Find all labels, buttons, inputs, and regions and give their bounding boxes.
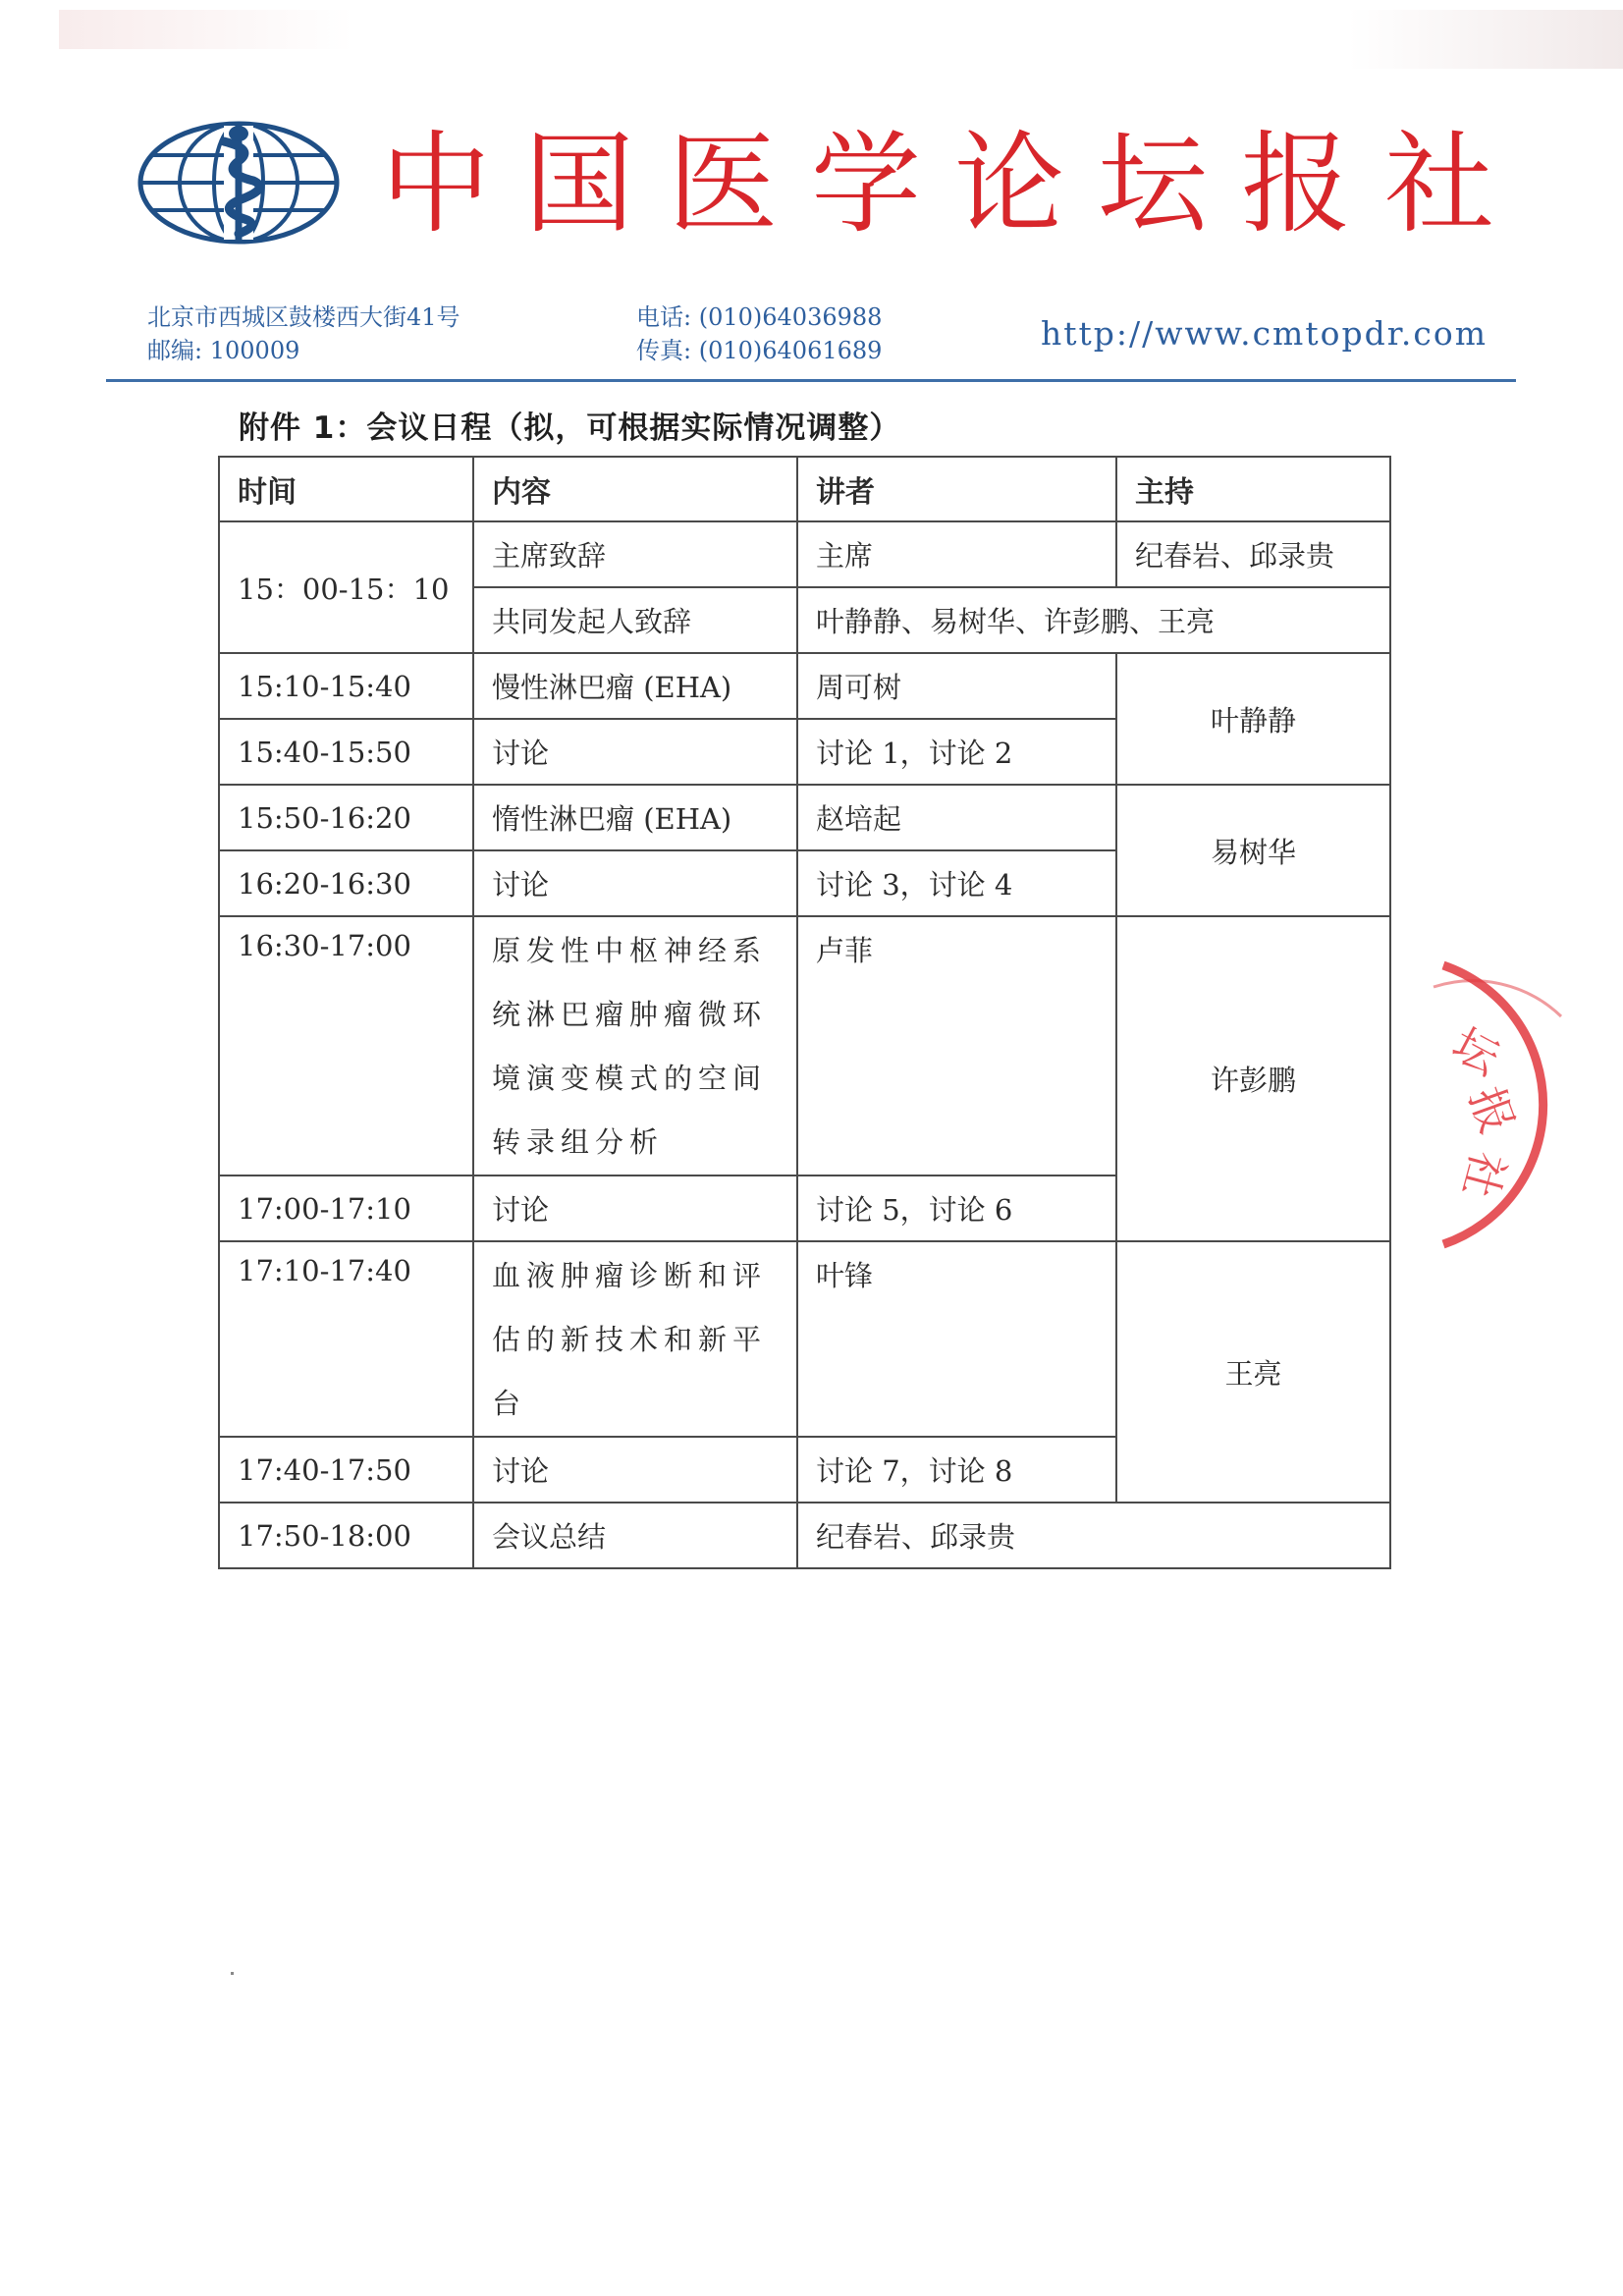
speaker-cell: 叶锋 <box>797 1241 1116 1437</box>
host-cell: 叶静静 <box>1116 653 1390 785</box>
svg-text:坛: 坛 <box>1443 1016 1509 1086</box>
content-cell: 讨论 <box>473 850 797 916</box>
header-time: 时间 <box>219 457 473 521</box>
content-cell: 讨论 <box>473 1175 797 1241</box>
speaker-cell: 讨论 5，讨论 6 <box>797 1175 1116 1241</box>
table-row <box>219 1241 1390 1437</box>
speaker-cell: 讨论 1，讨论 2 <box>797 719 1116 785</box>
time-cell: 17:50-18:00 <box>219 1503 473 1568</box>
host-cell: 许彭鹏 <box>1116 916 1390 1241</box>
contact-address-block <box>147 301 460 367</box>
content-line: 原发性中枢神经系 <box>492 934 768 967</box>
host-cell: 易树华 <box>1116 785 1390 916</box>
time-cell: 16:30-17:00 <box>219 916 473 1175</box>
globe-caduceus-logo-icon <box>137 120 340 246</box>
phone-label: 电话: <box>636 303 692 331</box>
content-cell: 主席致辞 <box>473 521 797 587</box>
speaker-cell: 纪春岩、邱录贵 <box>797 1503 1390 1568</box>
organization-name: 中国医学论坛报社 <box>381 121 1528 248</box>
time-cell: 15:10-15:40 <box>219 653 473 719</box>
content-line: 估的新技术和新平 <box>492 1323 768 1356</box>
postcode-line <box>147 334 460 367</box>
content-line: 血液肿瘤诊断和评 <box>492 1259 768 1292</box>
table-row <box>219 1503 1390 1568</box>
header-host: 主持 <box>1116 457 1390 521</box>
time-cell: 17:10-17:40 <box>219 1241 473 1437</box>
host-cell: 王亮 <box>1116 1241 1390 1503</box>
speaker-cell: 讨论 3，讨论 4 <box>797 850 1116 916</box>
content-cell <box>473 1241 797 1437</box>
content-line: 台 <box>492 1387 527 1420</box>
fax: (010)64061689 <box>698 337 883 364</box>
table-row <box>219 521 1390 587</box>
time-cell: 17:40-17:50 <box>219 1437 473 1503</box>
content-cell <box>473 916 797 1175</box>
speaker-cell: 周可树 <box>797 653 1116 719</box>
time-cell: 15:50-16:20 <box>219 785 473 850</box>
content-line: 转录组分析 <box>492 1125 665 1159</box>
time-cell: 17:00-17:10 <box>219 1175 473 1241</box>
content-cell: 会议总结 <box>473 1503 797 1568</box>
fax-label: 传真: <box>636 337 692 364</box>
speaker-cell: 主席 <box>797 521 1116 587</box>
content-cell: 慢性淋巴瘤 (EHA) <box>473 653 797 719</box>
official-seal-icon <box>1414 957 1591 1252</box>
header-content: 内容 <box>473 457 797 521</box>
schedule-table <box>218 456 1391 1569</box>
content-cell: 共同发起人致辞 <box>473 587 797 653</box>
scan-speck <box>231 1972 234 1975</box>
address: 北京市西城区鼓楼西大街41号 <box>147 303 460 331</box>
svg-text:报: 报 <box>1459 1079 1525 1141</box>
postcode: 100009 <box>209 337 300 364</box>
phone: (010)64036988 <box>698 303 883 331</box>
table-row <box>219 653 1390 719</box>
content-cell: 讨论 <box>473 1437 797 1503</box>
table-row <box>219 916 1390 1175</box>
attachment-title: 附件 1：会议日程（拟，可根据实际情况调整） <box>239 410 901 446</box>
content-cell: 惰性淋巴瘤 (EHA) <box>473 785 797 850</box>
svg-text:社: 社 <box>1452 1146 1516 1204</box>
postcode-label: 邮编: <box>147 337 203 364</box>
speaker-cell: 叶静静、易树华、许彭鹏、王亮 <box>797 587 1390 653</box>
content-cell: 讨论 <box>473 719 797 785</box>
speaker-cell: 讨论 7，讨论 8 <box>797 1437 1116 1503</box>
time-cell: 16:20-16:30 <box>219 850 473 916</box>
header-speaker: 讲者 <box>797 457 1116 521</box>
phone-line <box>636 301 882 334</box>
speaker-cell: 卢菲 <box>797 916 1116 1175</box>
content-line: 境演变模式的空间 <box>492 1062 768 1095</box>
fax-line <box>636 334 882 367</box>
time-cell: 15：00-15：10 <box>219 521 473 653</box>
scan-artifact <box>59 10 353 49</box>
time-cell: 15:40-15:50 <box>219 719 473 785</box>
speaker-cell: 赵培起 <box>797 785 1116 850</box>
scan-artifact <box>1348 10 1623 69</box>
host-cell: 纪春岩、邱录贵 <box>1116 521 1390 587</box>
table-row <box>219 785 1390 850</box>
table-header-row <box>219 457 1390 521</box>
content-line: 统淋巴瘤肿瘤微环 <box>492 998 768 1031</box>
contact-phone-block <box>636 301 882 367</box>
letterhead-divider <box>106 379 1516 382</box>
website-link[interactable]: http://www.cmtopdr.com <box>1041 314 1488 353</box>
